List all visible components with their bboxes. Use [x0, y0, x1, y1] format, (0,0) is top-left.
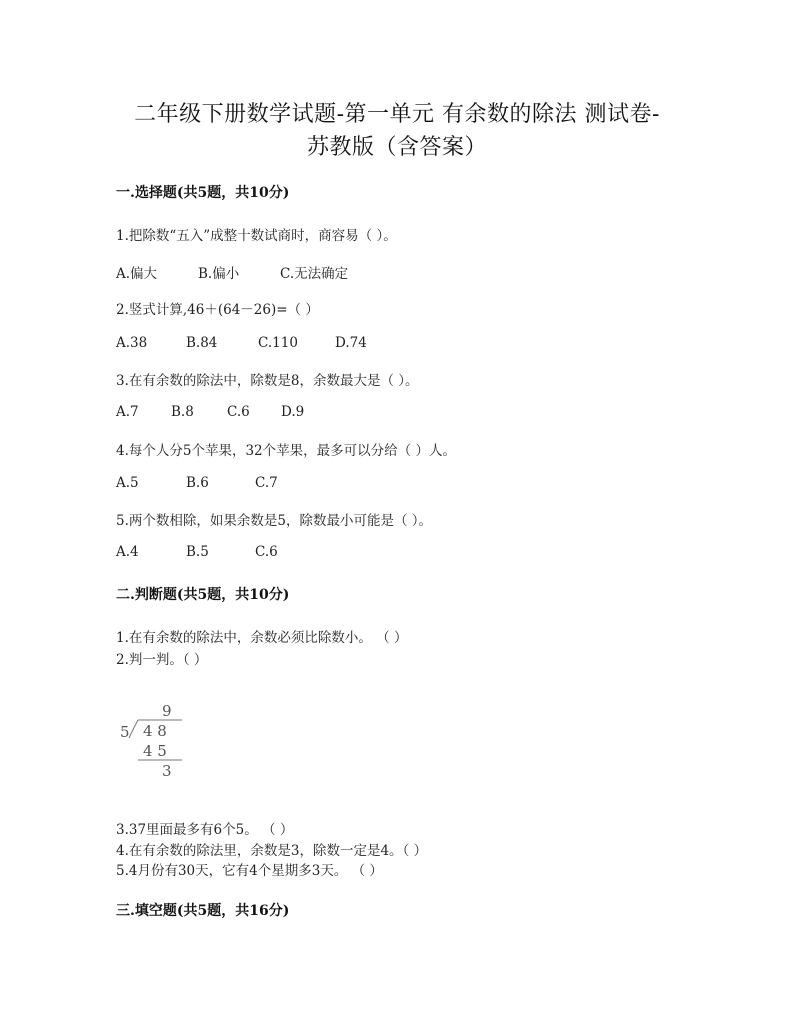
option: B.6: [186, 475, 209, 491]
option: A.38: [116, 335, 148, 351]
title-line-2: 苏教版（含答案）: [306, 135, 487, 160]
option: C.6: [227, 404, 250, 420]
option: A.偏大: [116, 266, 158, 282]
title-line-1: 二年级下册数学试题-第一单元 有余数的除法 测试卷-: [134, 102, 660, 127]
option: D.9: [281, 404, 305, 420]
question-text: 2.判一判。（ ）: [116, 652, 208, 668]
question-options: [116, 335, 367, 351]
option: D.74: [335, 335, 367, 351]
option: B.5: [186, 544, 209, 560]
option: C.6: [255, 544, 278, 560]
ld-divisor: 5: [120, 723, 130, 741]
question-text: 5.4月份有30天，它有4个星期多3天。 （ ）: [116, 863, 383, 879]
question-options: [116, 262, 348, 282]
question-text: 2.竖式计算,46＋(64－26)=（ ）: [116, 302, 319, 318]
option: B.8: [171, 404, 194, 420]
option: A.5: [116, 475, 139, 491]
question-text: 4.每个人分5个苹果，32个苹果，最多可以分给（ ）人。: [116, 443, 456, 459]
ld-quotient: 9: [162, 702, 172, 720]
question-options: [116, 475, 278, 491]
option: B.偏小: [198, 266, 240, 282]
option: C.7: [255, 475, 278, 491]
question-options: [116, 404, 304, 420]
option: C.110: [258, 335, 298, 351]
option: A.4: [116, 544, 139, 560]
section-heading-choice: 一.选择题(共5题，共10分): [116, 185, 290, 201]
question-text: 3.在有余数的除法中，除数是8，余数最大是（ ）。: [116, 373, 419, 389]
option: B.84: [186, 335, 218, 351]
ld-remainder: 3: [162, 762, 172, 780]
option: A.7: [116, 404, 139, 420]
question-text: 3.37里面最多有6个5。 （ ）: [116, 822, 294, 838]
ld-dividend: 4 8: [143, 722, 167, 740]
ld-product: 4 5: [143, 742, 167, 760]
question-text: 1.在有余数的除法中，余数必须比除数小。 （ ）: [116, 630, 408, 646]
long-division-figure: [116, 698, 196, 782]
question-options: [116, 544, 278, 560]
question-text: 1.把除数“五入”成整十数试商时，商容易（ ）。: [116, 228, 397, 244]
question-text: 5.两个数相除，如果余数是5，除数最小可能是（ ）。: [116, 513, 433, 529]
ld-bracket-curve: [129, 720, 138, 738]
question-text: 4.在有余数的除法里，余数是3，除数一定是4。（ ）: [116, 843, 428, 859]
section-heading-judge: 二.判断题(共5题，共10分): [116, 587, 290, 603]
option: C.无法确定: [280, 266, 349, 282]
section-heading-fill: 三.填空题(共5题，共16分): [116, 903, 290, 919]
